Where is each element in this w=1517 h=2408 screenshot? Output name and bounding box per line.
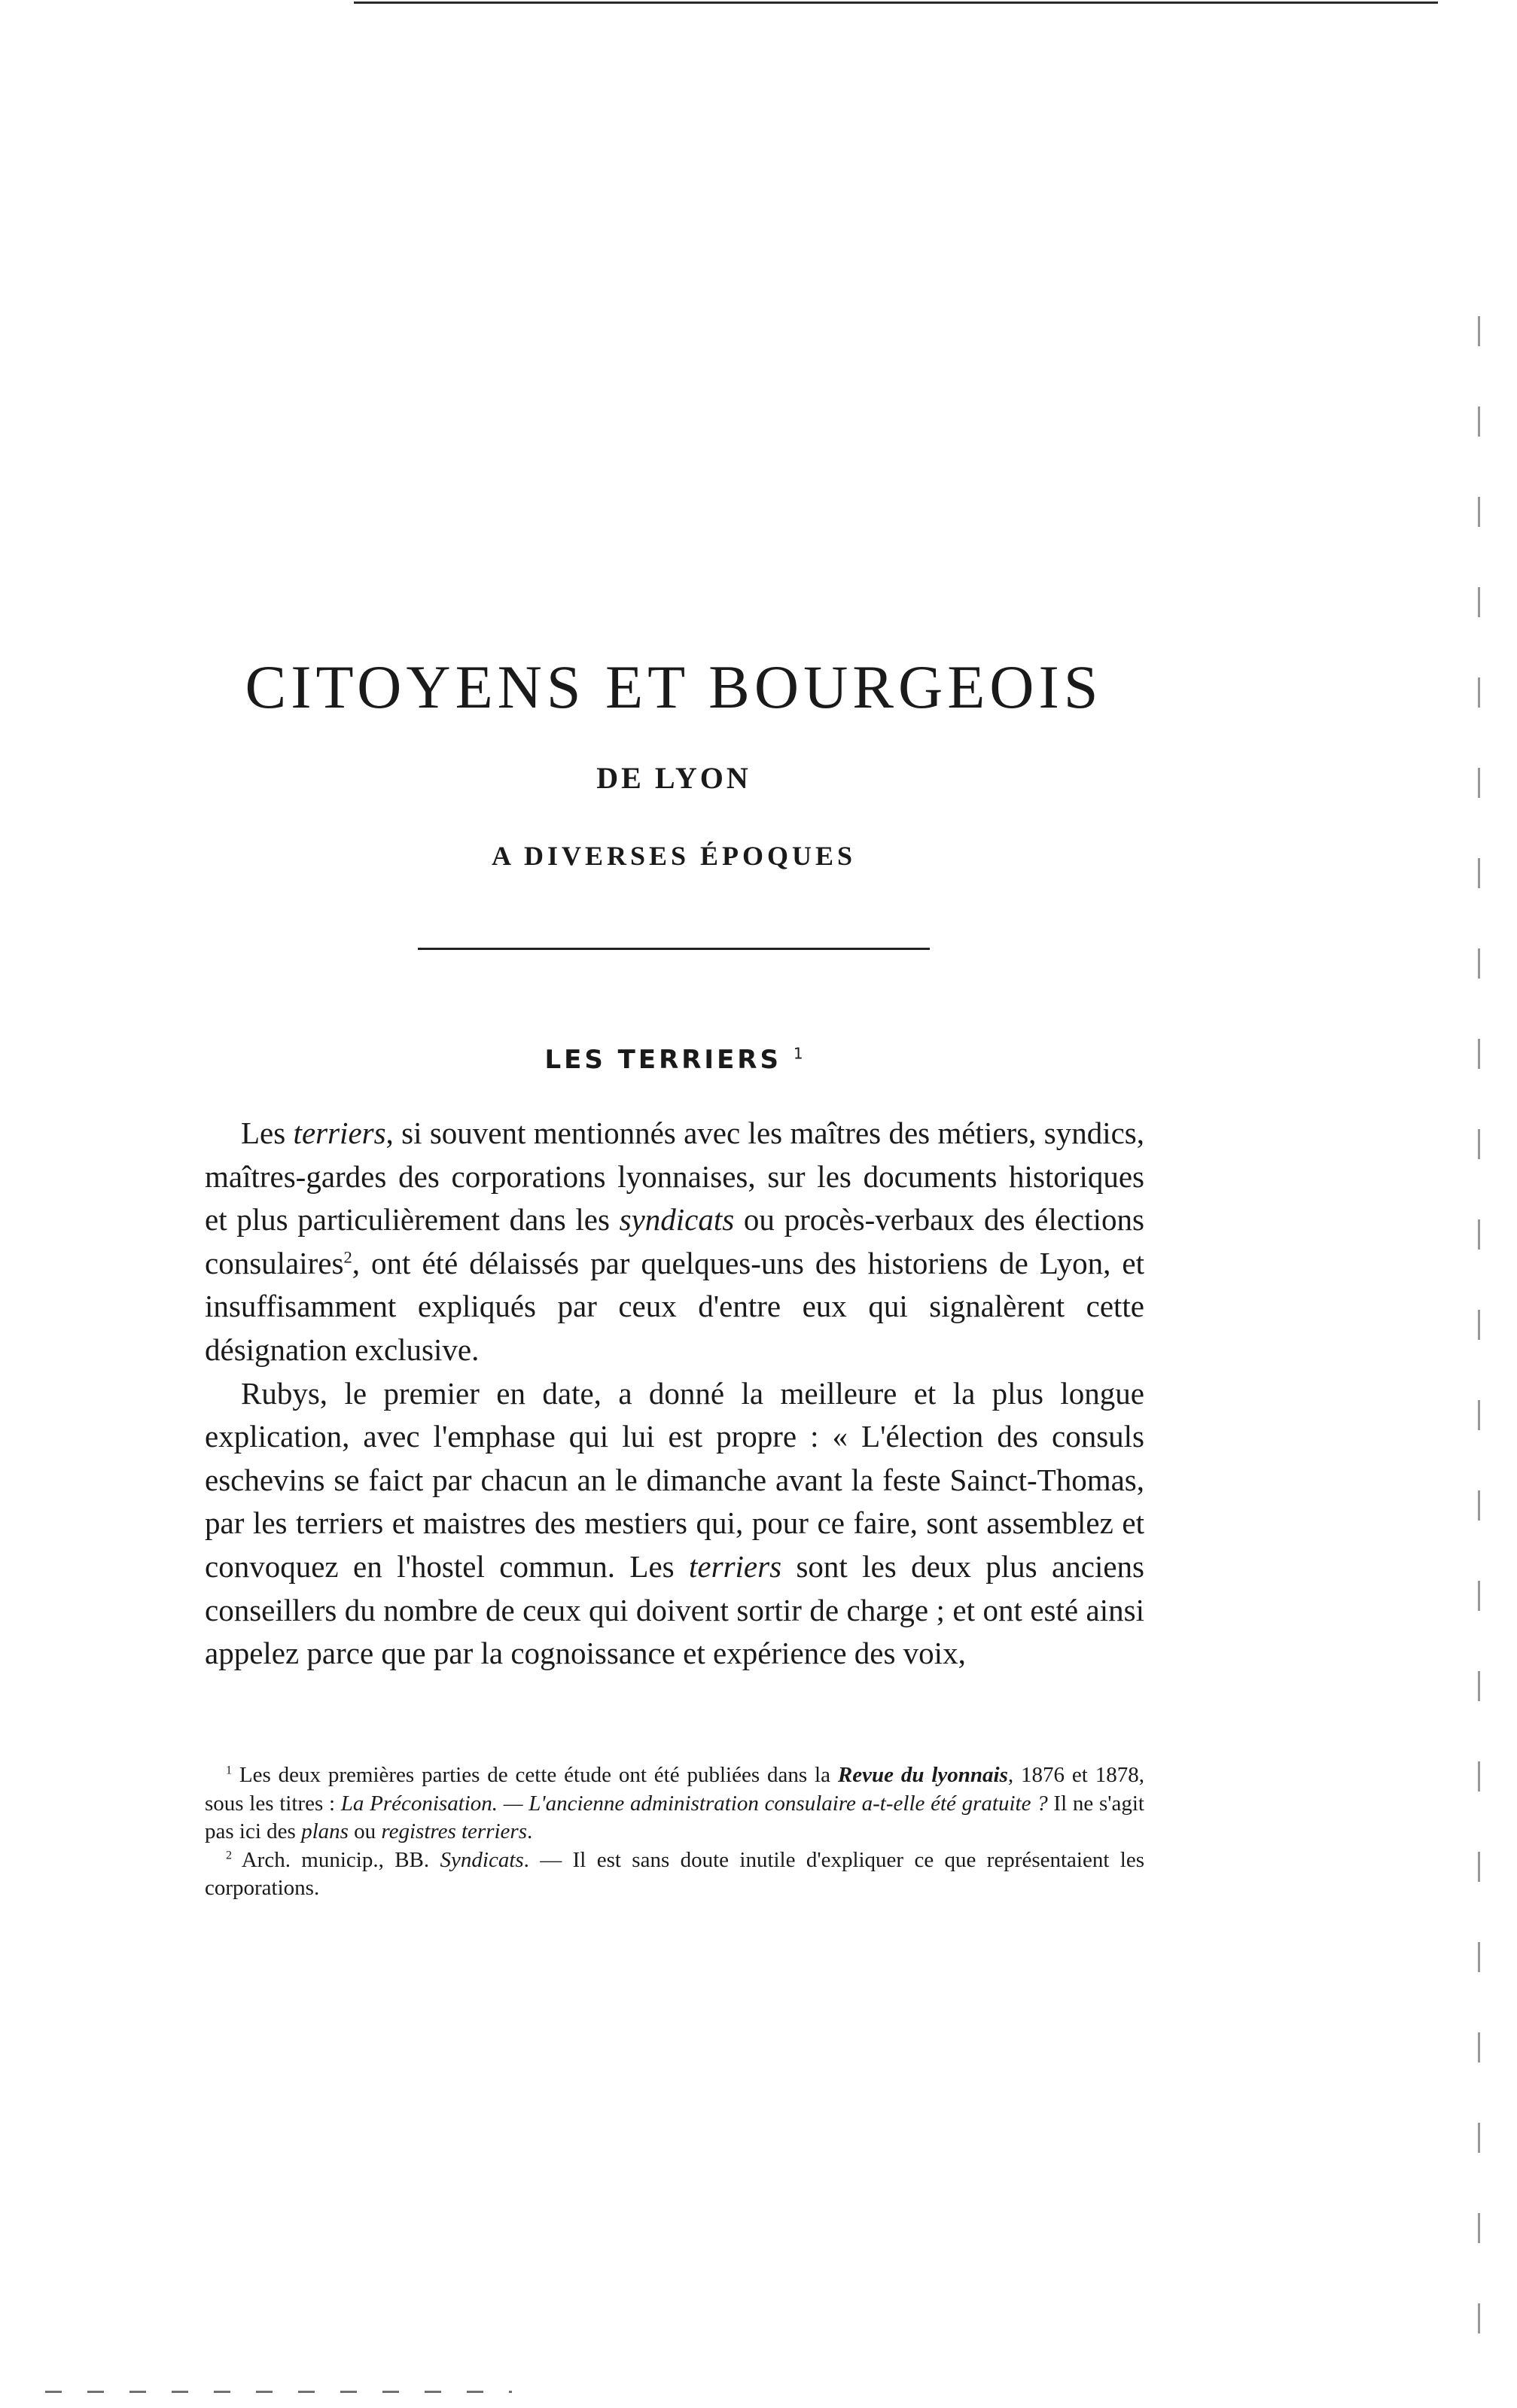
text-run: Syndicats	[440, 1847, 524, 1872]
document-subtitle-secondary: A DIVERSES ÉPOQUES	[491, 841, 857, 871]
text-run: 2	[226, 1848, 232, 1862]
page-top-edge	[354, 2, 1438, 4]
text-run: terriers	[293, 1116, 386, 1150]
page-right-edge	[1478, 316, 1480, 2349]
section-heading	[0, 1045, 1348, 1075]
text-run: registres terriers	[381, 1819, 528, 1843]
text-run: . — Il est sans doute inutile d'expliquer ce que représentaient les corporations.	[205, 1847, 1144, 1900]
section-heading-text: LES TERRIERS	[544, 1045, 781, 1075]
text-run: ou procès-verbaux des élections consulaires	[205, 1202, 1144, 1280]
text-run: 2	[343, 1247, 352, 1267]
text-run: La Préconisation. — L'ancienne administration consulaire a-t-elle été gratuite ?	[340, 1791, 1048, 1816]
footnote	[205, 1761, 1144, 1846]
footnotes	[205, 1761, 1144, 1903]
text-run: Arch. municip., BB.	[231, 1847, 440, 1872]
document-subtitle: DE LYON	[596, 761, 751, 795]
title-divider	[418, 948, 930, 950]
text-run: 1	[226, 1764, 232, 1777]
text-run: terriers	[689, 1548, 782, 1584]
footnote	[205, 1846, 1144, 1903]
page-bottom-edge	[45, 2391, 512, 2393]
section-footnote-ref: 1	[793, 1044, 803, 1063]
text-run: , si souvent mentionnés avec les maîtres des métiers, syndics, maîtres-gardes des corporations lyonnaises, sur les documents historiques et plus particulièrement dans les	[205, 1116, 1144, 1237]
text-run: Rubys, le premier en date, a donné la meilleure et la plus longue explication, avec l'emphase qui lui est propre : « L'élection des consuls eschevins se faict par chacun an le dimanche avant la feste Sainct-Thomas, par les terriers et maistres des mestiers qui, pour ce faire, sont assemblez et convoquez en l'hostel commun. Les	[205, 1375, 1144, 1584]
text-run: Les	[241, 1116, 294, 1150]
text-run: Il ne s'agit pas ici des	[205, 1791, 1144, 1843]
text-run: Les deux premières parties de cette étude ont été publiées dans la	[231, 1763, 838, 1787]
body-text	[205, 1112, 1144, 1676]
text-run: syndicats	[619, 1202, 735, 1237]
document-title: CITOYENS ET BOURGEOIS	[245, 653, 1103, 721]
text-run: ou	[348, 1819, 382, 1843]
text-run: , ont été délaissés par quelques-uns des historiens de Lyon, et insuffisamment expliqués par ceux d'entre eux qui signalèrent cette désignation exclusive.	[205, 1245, 1144, 1367]
text-run: plans	[301, 1819, 349, 1843]
text-run: , 1876 et 1878, sous les titres :	[205, 1763, 1144, 1816]
paragraph	[205, 1112, 1144, 1372]
text-run: Revue du lyonnais	[837, 1763, 1008, 1787]
paragraph	[205, 1372, 1144, 1676]
text-run: sont les deux plus anciens conseillers du nombre de ceux qui doivent sortir de charge ; et ont esté ainsi appelez parce que par la cognoissance et expérience des voix,	[205, 1548, 1144, 1671]
text-run: .	[527, 1819, 533, 1843]
